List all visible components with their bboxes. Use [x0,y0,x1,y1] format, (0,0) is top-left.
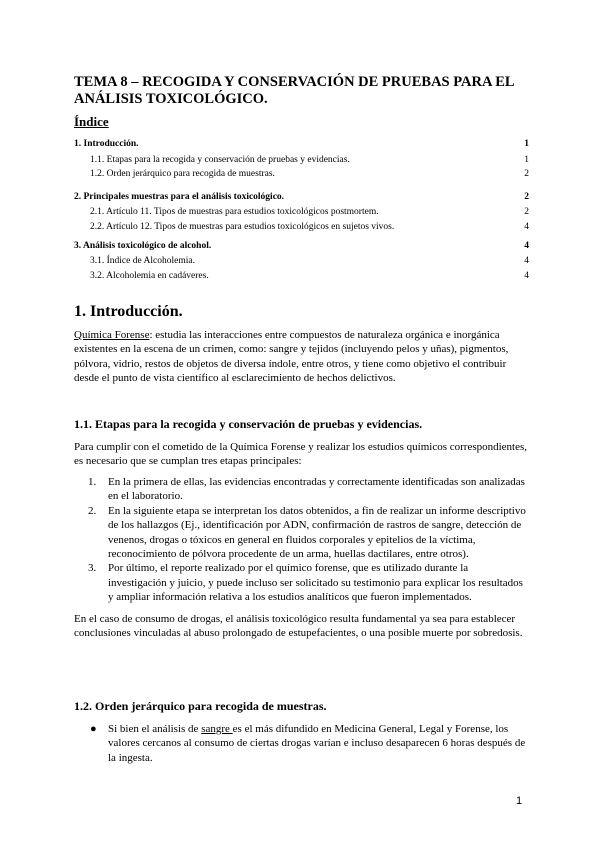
list-item [74,561,529,604]
toc-entry[interactable] [74,205,529,219]
bullet-text-pre: Si bien el análisis de [108,723,202,735]
toc-entry-page: 4 [524,271,529,281]
toc-entry-page: 1 [524,155,529,165]
list-item [74,475,529,504]
toc-entry-label: 1. Introducción. [74,139,139,149]
section-1-heading: 1. Introducción. [74,303,183,320]
section-1-1-closing: En el caso de consumo de drogas, el análisis toxicológico resulta fundamental ya sea para establecer conclusiones vinculadas al abuso prolongado de estupefacientes, o una posible muerte por sobredosis. [74,613,523,640]
bullet-term: sangre [201,723,233,735]
samples-list [74,722,529,765]
list-item-text: En la siguiente etapa se interpretan los datos obtenidos, a fin de realizar un informe descriptivo de los hallazgos (Ej., identificación por ADN, confirmación de rastros de sangre, detección de venenos, drogas o tóxicos en general en fluidos corporales y epitelios de la víctima, reconocimiento de pólvora procedente de un arma, huellas dactilares, entre otros). [108,504,526,561]
list-item-text: En la primera de ellas, las evidencias encontradas y correctamente identificadas son analizadas en el laboratorio. [108,476,525,503]
toc-entry[interactable] [74,190,529,204]
bullet-icon: ● [90,723,97,735]
toc-heading: Índice [74,114,109,129]
toc-entry-page: 4 [524,256,529,266]
toc-entry[interactable] [74,220,529,234]
toc-entry-label: 2. Principales muestras para el análisis toxicológico. [74,192,285,202]
list-item-number: 2. [88,504,97,517]
toc-entry-page: 2 [524,169,529,179]
toc-entry-label: 1.2. Orden jerárquico para recogida de muestras. [90,169,275,179]
intro-paragraph [74,328,529,386]
toc-entry[interactable] [74,167,529,181]
toc-entry[interactable] [74,153,529,167]
list-item-number: 3. [88,562,97,575]
toc-entry[interactable] [74,137,529,151]
toc-entry-label: 3.1. Índice de Alcoholemia. [90,256,195,266]
toc-entry-label: 2.2. Artículo 12. Tipos de muestras para estudios toxicológicos en sujetos vivos. [90,222,395,232]
toc-entry-page: 4 [524,222,529,232]
bullet-text-post: es el más difundido en Medicina General, Legal y Forense, los valores cercanos al consumo de ciertas drogas varían e incluso desaparecen 6 horas después de la ingesta. [108,723,526,764]
list-item [74,504,529,562]
toc-entry-page: 4 [524,241,529,251]
section-1-1-lead: Para cumplir con el cometido de la Química Forense y realizar los estudios químicos correspondientes, es necesario que se cumplan tres etapas principales: [74,441,528,468]
stages-list [74,475,529,605]
list-item-text: Por último, el reporte realizado por el químico forense, que es utilizado durante la investigación y juicio, y puede incluso ser solicitado su testimonio para explicar los resultados y ampliar información relativa a los estudios analíticos que fueron implementados. [108,562,523,604]
toc-entry-page: 2 [524,192,529,202]
toc-entry-label: 1.1. Etapas para la recogida y conservación de pruebas y evidencias. [90,155,350,165]
toc-entry[interactable] [74,239,529,253]
toc-entry-label: 3. Análisis toxicológico de alcohol. [74,241,212,251]
section-1-1-heading: 1.1. Etapas para la recogida y conservación de pruebas y evidencias. [74,417,423,431]
page-number: 1 [516,795,523,807]
toc-entry-page: 1 [524,139,529,149]
toc-entry-label: 3.2. Alcoholemia en cadáveres. [90,271,209,281]
toc-entry[interactable] [74,254,529,268]
list-item [74,722,529,765]
section-1-2-heading: 1.2. Orden jerárquico para recogida de muestras. [74,699,327,713]
toc-entry-page: 2 [524,207,529,217]
document-title: TEMA 8 – RECOGIDA Y CONSERVACIÓN DE PRUEBAS PARA EL ANÁLISIS TOXICOLÓGICO. [74,74,514,107]
intro-text: : estudia las interacciones entre compuestos de naturaleza orgánica e inorgánica existentes en la escena de un crimen, como: sangre y tejidos (incluyendo pelos y uñas), pigmentos, pólvora, vidrio, restos de objetos de diversa índole, entre otros, y tiene como objetivo el contribuir desde el punto de vista científico al esclarecimiento de hechos delictivos. [74,329,509,385]
toc-entry-label: 2.1. Artículo 11. Tipos de muestras para estudios toxicológicos postmortem. [90,207,379,217]
intro-term: Química Forense [74,329,150,341]
list-item-number: 1. [88,476,97,488]
toc-entry[interactable] [74,269,529,283]
